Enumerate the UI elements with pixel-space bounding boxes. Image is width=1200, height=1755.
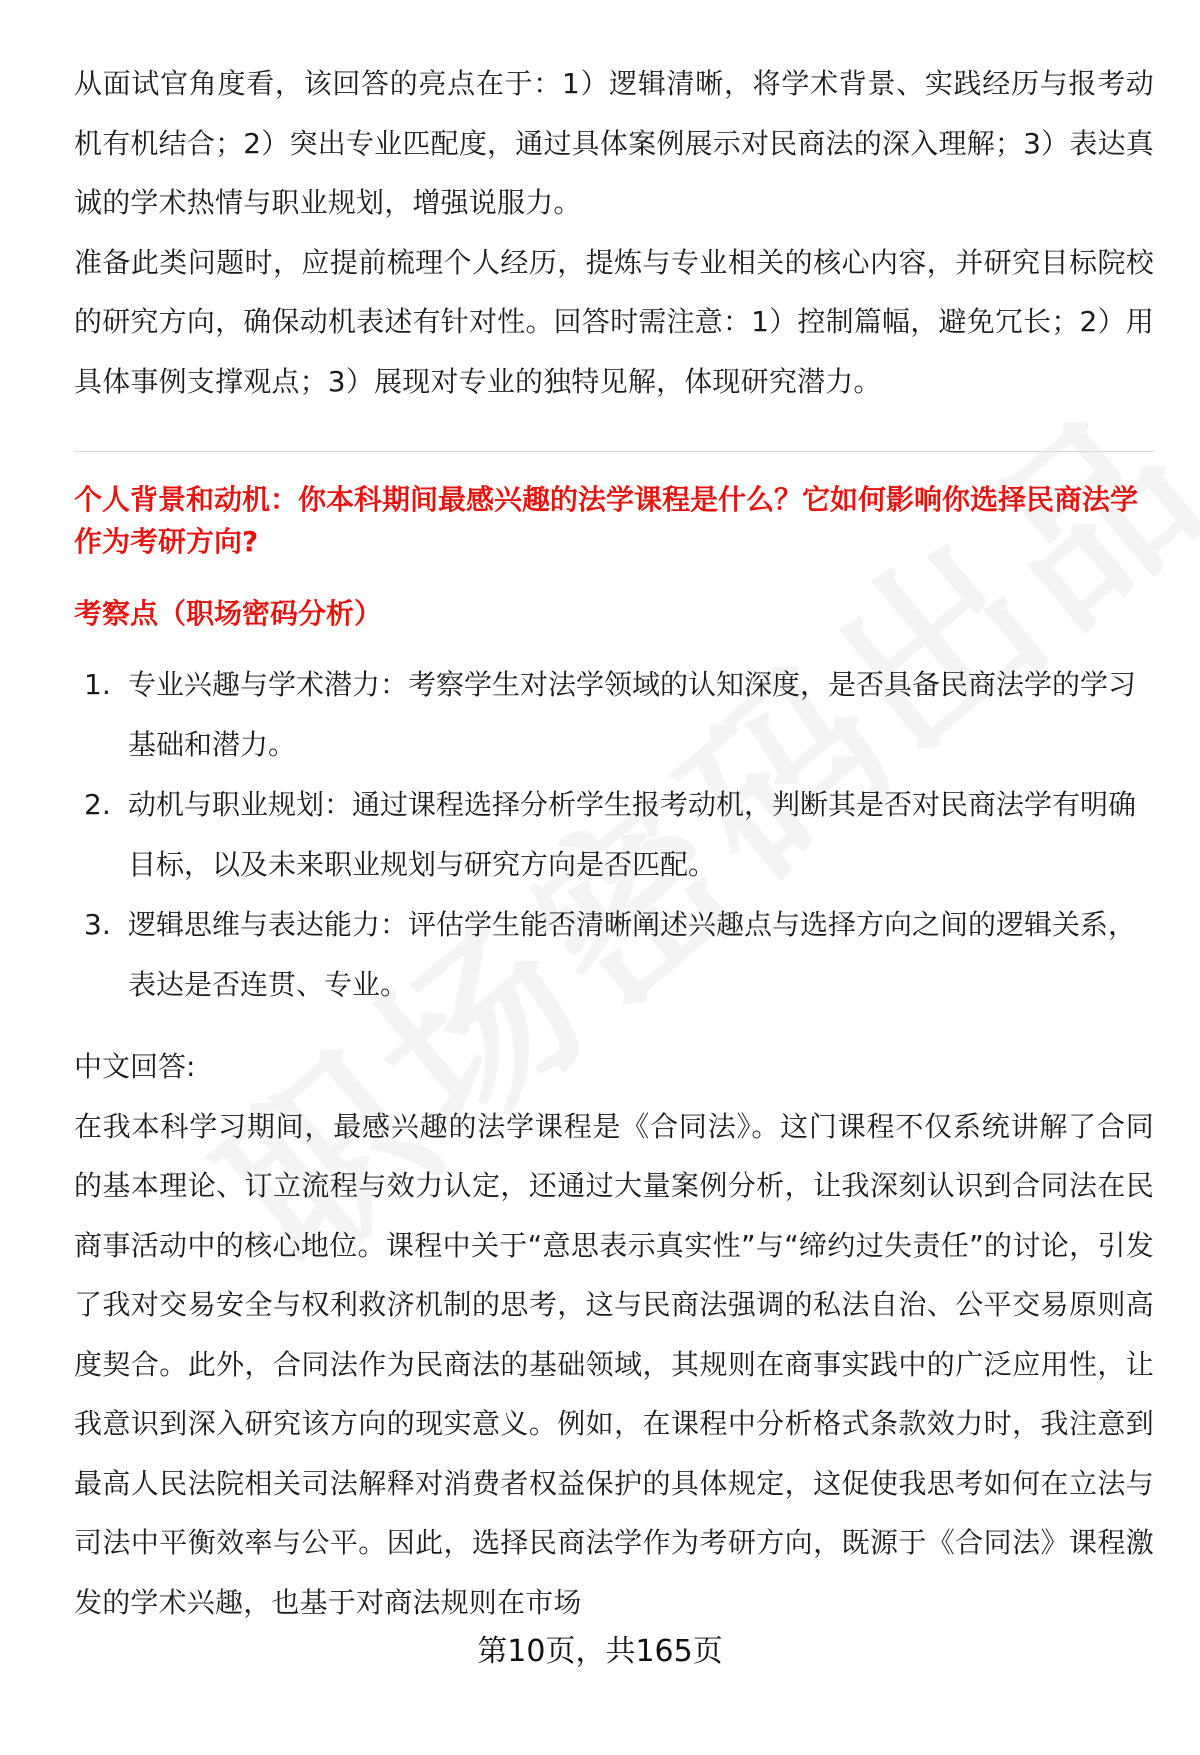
question-heading: 个人背景和动机：你本科期间最感兴趣的法学课程是什么？它如何影响你选择民商法学作为考研方向? <box>74 483 1139 558</box>
intro-paragraph-2: 准备此类问题时，应提前梳理个人经历，提炼与专业相关的核心内容，并研究目标院校的研究方向，确保动机表述有针对性。回答时需注意：1）控制篇幅，避免冗长；2）用具体事例支撑观点；3）展现对专业的独特见解，体现研究潜力。 <box>74 245 1154 398</box>
answer-paragraph: 在我本科学习期间，最感兴趣的法学课程是《合同法》。这门课程不仅系统讲解了合同的基本理论、订立流程与效力认定，还通过大量案例分析，让我深刻认识到合同法在民商事活动中的核心地位。课程中关于“意思表示真实性”与“缔约过失责任”的讨论，引发了我对交易安全与权利救济机制的思考，这与民商法强调的私法自治、公平交易原则高度契合。此外，合同法作为民商法的基础领域，其规则在商事实践中的广泛应用性，让我意识到深入研究该方向的现实意义。例如，在课程中分析格式条款效力时，我注意到最高人民法院相关司法解释对消费者权益保护的具体规定，这促使我思考如何在立法与司法中平衡效率与公平。因此，选择民商法学作为考研方向，既源于《合同法》课程激发的学术兴趣，也基于对商法规则在市场 <box>74 1109 1154 1619</box>
list-number: 2. <box>84 788 111 821</box>
intro-paragraph-1: 从面试官角度看，该回答的亮点在于：1）逻辑清晰，将学术背景、实践经历与报考动机有机结合；2）突出专业匹配度，通过具体案例展示对民商法的深入理解；3）表达真诚的学术热情与职业规划，增强说服力。 <box>74 67 1154 219</box>
list-number: 1. <box>84 668 111 701</box>
points-list <box>74 655 1154 1015</box>
list-item <box>74 655 1154 775</box>
list-item <box>74 895 1154 1015</box>
page-number-footer: 第10页，共165页 <box>477 1634 723 1669</box>
document-page <box>74 54 1154 1632</box>
answer-label: 中文回答: <box>74 1050 196 1083</box>
list-item-text: 专业兴趣与学术潜力：考察学生对法学领域的认知深度，是否具备民商法学的学习基础和潜力。 <box>128 668 1137 761</box>
list-item-text: 逻辑思维与表达能力：评估学生能否清晰阐述兴趣点与选择方向之间的逻辑关系，表达是否连贯、专业。 <box>128 908 1137 1001</box>
points-heading: 考察点（职场密码分析） <box>74 597 383 630</box>
section-divider <box>74 451 1154 452</box>
list-number: 3. <box>84 908 111 941</box>
list-item <box>74 775 1154 895</box>
list-item-text: 动机与职业规划：通过课程选择分析学生报考动机，判断其是否对民商法学有明确目标，以及未来职业规划与研究方向是否匹配。 <box>128 788 1137 881</box>
